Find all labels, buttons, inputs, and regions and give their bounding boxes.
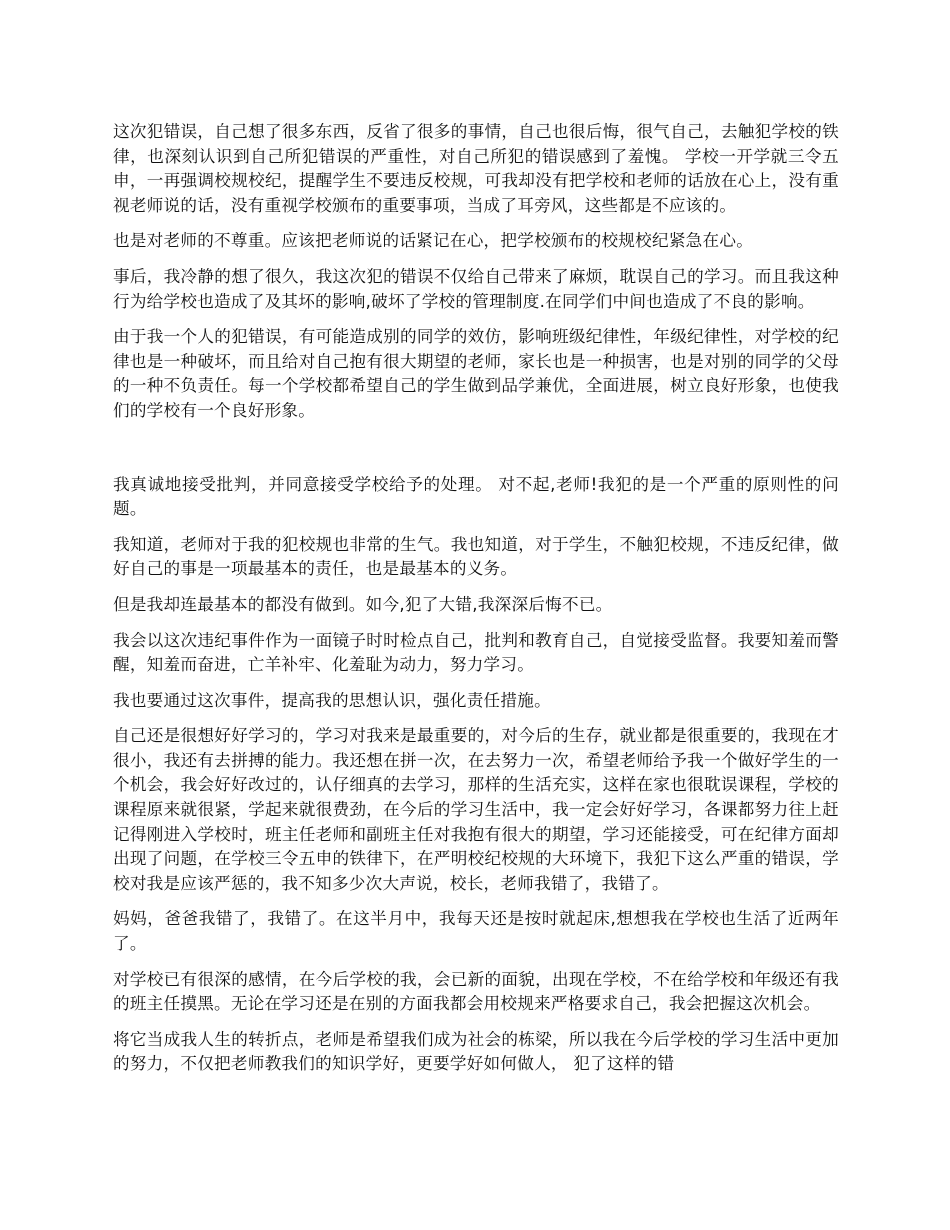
- paragraph-2: 也是对老师的不尊重。应该把老师说的话紧记在心，把学校颁布的校规校纪紧急在心。: [113, 231, 754, 251]
- paragraph-11: 妈妈，爸爸我错了，我错了。在这半月中，我每天还是按时就起床,想想我在学校也生活了近两年了。: [113, 909, 839, 954]
- paragraph-3: 事后，我冷静的想了很久，我这次犯的错误不仅给自己带来了麻烦，耽误自己的学习。而且我这种行为给学校也造成了及其坏的影响,破坏了学校的管理制度.在同学们中间也造成了不良的影响。: [113, 266, 839, 311]
- paragraph-5: 我真诚地接受批判，并同意接受学校给予的处理。 对不起,老师!我犯的是一个严重的原则性的问题。: [113, 474, 839, 519]
- paragraph-6: 我知道，老师对于我的犯校规也非常的生气。我也知道，对于学生，不触犯校规，不违反纪律，做好自己的事是一项最基本的责任，也是最基本的义务。: [113, 534, 839, 579]
- section-spacer: [113, 435, 839, 473]
- paragraph-1: 这次犯错误，自己想了很多东西，反省了很多的事情，自己也很后悔，很气自己，去触犯学校的铁律，也深刻认识到自己所犯错误的严重性，对自己所犯的错误感到了羞愧。 学校一开学就三令五申，一再强调校规校纪，提醒学生不要违反校规，可我却没有把学校和老师的话放在心上，没有重视老师说的话，没有重视学校颁布的重要事项，当成了耳旁风，这些都是不应该的。: [113, 122, 839, 215]
- document-page: [113, 120, 839, 1088]
- paragraph-13: 将它当成我人生的转折点，老师是希望我们成为社会的栋梁，所以我在今后学校的学习生活中更加的努力，不仅把老师教我们的知识学好，更要学好如何做人， 犯了这样的错: [113, 1029, 839, 1074]
- paragraph-7: 但是我却连最基本的都没有做到。如今,犯了大错,我深深后悔不已。: [113, 594, 613, 614]
- paragraph-9: 我也要通过这次事件，提高我的思想认识，强化责任措施。: [113, 690, 551, 710]
- paragraph-8: 我会以这次违纪事件作为一面镜子时时检点自己，批判和教育自己，自觉接受监督。我要知羞而警醒，知羞而奋进，亡羊补牢、化羞耻为动力，努力学习。: [113, 630, 839, 675]
- paragraph-10: 自己还是很想好好学习的，学习对我来是最重要的，对今后的生存，就业都是很重要的，我现在才很小，我还有去拼搏的能力。我还想在拼一次，在去努力一次，希望老师给予我一个做好学生的一个机会，我会好好改过的，认仔细真的去学习，那样的生活充实，这样在家也很耽误课程，学校的课程原来就很紧，学起来就很费劲，在今后的学习生活中，我一定会好好学习，各课都努力往上赶 记得刚进入学校时，班主任老师和副班主任对我抱有很大的期望，学习还能接受，可在纪律方面却出现了问题，在学校三令五申的铁律下，在严明校纪校规的大环境下，我犯下这么严重的错误，学校对我是应该严惩的，我不知多少次大声说，校长，老师我错了，我错了。: [113, 726, 839, 893]
- paragraph-12: 对学校已有很深的感情，在今后学校的我，会已新的面貌，出现在学校，不在给学校和年级还有我的班主任摸黑。无论在学习还是在别的方面我都会用校规来严格要求自己，我会把握这次机会。: [113, 969, 839, 1014]
- paragraph-4: 由于我一个人的犯错误，有可能造成别的同学的效仿，影响班级纪律性，年级纪律性，对学校的纪律也是一种破坏，而且给对自己抱有很大期望的老师，家长也是一种损害，也是对别的同学的父母的一种不负责任。每一个学校都希望自己的学生做到品学兼优，全面进展，树立良好形象，也使我们的学校有一个良好形象。: [113, 327, 839, 420]
